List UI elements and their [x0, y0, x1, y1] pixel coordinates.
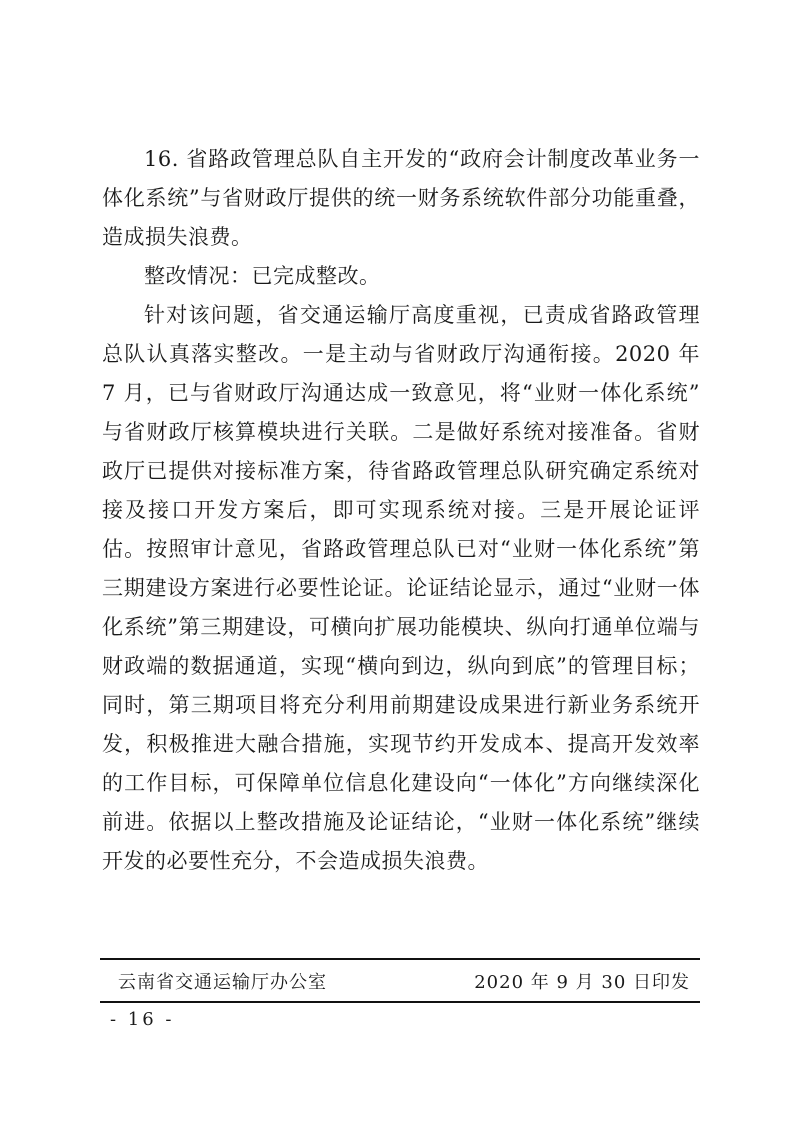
footer-print-date: 2020 年 9 月 30 日印发 [474, 971, 690, 993]
footer-issuing-office: 云南省交通运输厅办公室 [118, 971, 327, 993]
paragraph-rectification-detail: 针对该问题，省交通运输厅高度重视，已责成省路政管理总队认真落实整改。一是主动与省财政厅沟通衔接。2020 年 7 月，已与省财政厅沟通达成一致意见，将“业财一体化系统”与省财政厅核算模块进行关联。二是做好系统对接准备。省财政厅已提供对接标准方案，待省路政管理总队研究确定系统对接及接口开发方案后，即可实现系统对接。三是开展论证评估。按照审计意见，省路政管理总队已对“业财一体化系统”第三期建设方案进行必要性论证。论证结论显示，通过“业财一体化系统”第三期建设，可横向扩展功能模块、纵向打通单位端与财政端的数据通道，实现“横向到边，纵向到底”的管理目标；同时，第三期项目将充分利用前期建设成果进行新业务系统开发，积极推进大融合措施，实现节约开发成本、提高开发效率的工作目标，可保障单位信息化建设向“一体化”方向继续深化前进。依据以上整改措施及论证结论，“业财一体化系统”继续开发的必要性充分，不会造成损失浪费。 [102, 303, 700, 873]
document-body [102, 140, 700, 881]
page-footer [100, 958, 700, 1030]
paragraph-issue-description: 16. 省路政管理总队自主开发的“政府会计制度改革业务一体化系统”与省财政厅提供的统一财务系统软件部分功能重叠，造成损失浪费。 [102, 147, 700, 249]
footer-colophon-row [100, 958, 700, 1003]
page-number: - 16 - [110, 1009, 175, 1030]
paragraph-rectification-status: 整改情况：已完成整改。 [144, 264, 381, 288]
